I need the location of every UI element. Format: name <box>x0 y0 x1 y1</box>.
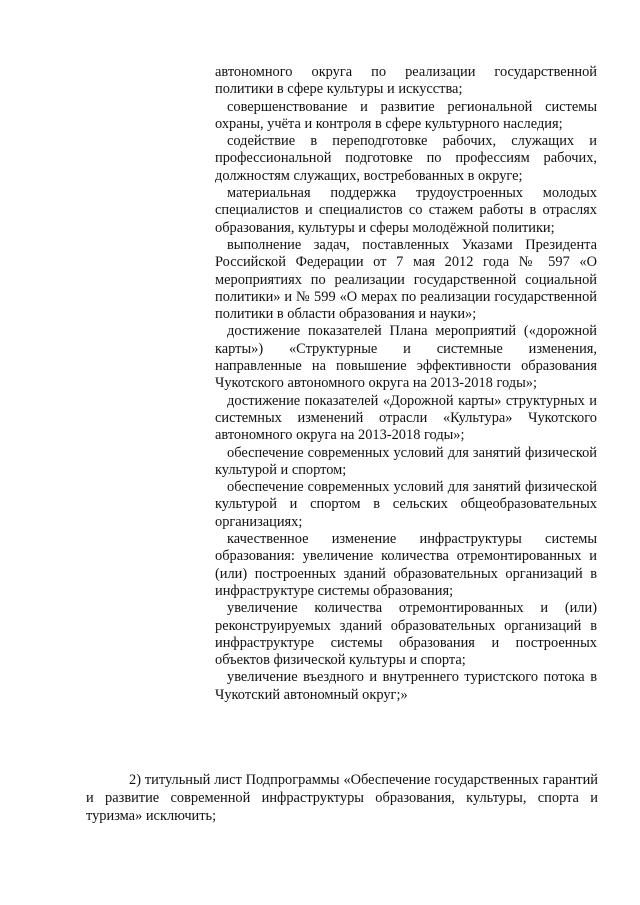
cell-item: содействие в переподготовке рабочих, служащих и профессиональной подготовке по профессиям рабочих, должностям служащих, востребованных в округе; <box>215 133 597 184</box>
cell-item: качественное изменение инфраструктуры системы образования: увеличение количества отремонтированных и (или) построенных зданий образовательных организаций в инфраструктуре системы образования; <box>215 531 597 599</box>
cell-item: автономного округа по реализации государственной политики в сфере культуры и искусства; <box>215 64 597 98</box>
cell-item: достижение показателей «Дорожной карты» структурных и системных изменений отрасли «Культура» Чукотского автономного округа на 2013-2018 годы»; <box>215 392 597 444</box>
cell-item: материальная поддержка трудоустроенных молодых специалистов и специалистов со стажем работы в отраслях образования, культуры и сферы молодёжной политики; <box>215 185 597 236</box>
cell-item: обеспечение современных условий для занятий физической культурой и спортом в сельских общеобразовательных организациях; <box>215 479 597 530</box>
cell-item: достижение показателей Плана мероприятий («дорожной карты») «Структурные и системные изменения, направленные на повышение эффективности образования Чукотского автономного округа на 2013-2018 годы»; <box>215 323 597 392</box>
body-paragraph: 2) титульный лист Подпрограммы «Обеспечение государственных гарантий и развитие современной инфраструктуры образования, культуры, спорта и туризма» исключить; <box>86 772 598 824</box>
cell-item: обеспечение современных условий для занятий физической культурой и спортом; <box>215 444 597 478</box>
cell-item: совершенствование и развитие региональной системы охраны, учёта и контроля в сфере культурного наследия; <box>215 98 597 132</box>
cell-item: выполнение задач, поставленных Указами Президента Российской Федерации от 7 мая 2012 года № 597 «О мероприятиях по реализации государственной социальной политики» и № 599 «О мерах по реализации государственной политики в области образования и науки»; <box>215 236 597 323</box>
table-cell-results <box>215 64 597 704</box>
cell-item: увеличение въездного и внутреннего туристского потока в Чукотский автономный округ;» <box>215 669 597 703</box>
cell-item: увеличение количества отремонтированных и (или) реконструируемых зданий образовательных организаций в инфраструктуре системы образования и построенных объектов физической культуры и спорта; <box>215 600 597 669</box>
body-text <box>86 771 598 825</box>
